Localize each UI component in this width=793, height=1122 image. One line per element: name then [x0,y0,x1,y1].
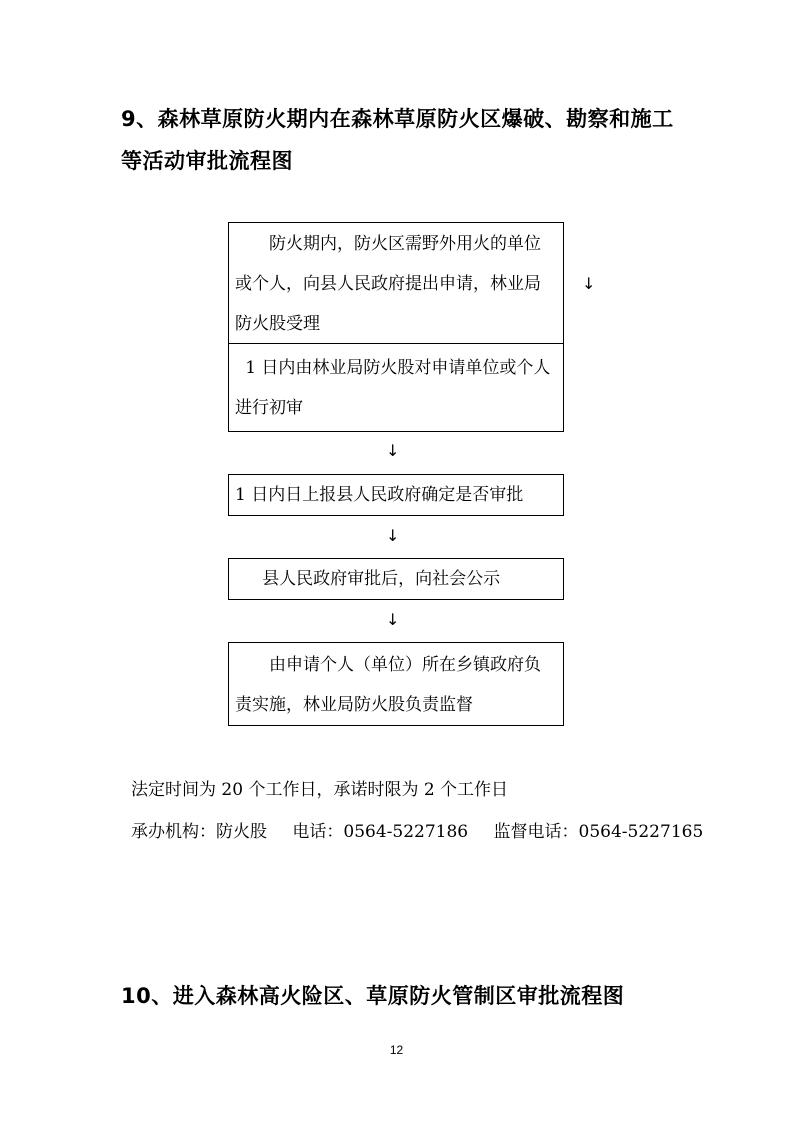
arrow-down-icon: ↓ [386,526,400,545]
flow-step-1 [228,222,564,344]
arrow-down-icon: ↓ [582,274,596,293]
office-text: 承办机构：防火股 [131,822,267,842]
section10-title: 10、进入森林高火险区、草原防火管制区审批流程图 [121,984,625,1008]
flow-step-4-text: 县人民政府审批后，向社会公示 [262,569,501,589]
flow-step-3-text: 1 日内日上报县人民政府确定是否审批 [235,485,524,505]
flow-step-2 [228,344,564,432]
flow-step-3 [228,474,564,516]
contact-line [131,820,703,844]
page-number: 12 [389,1043,404,1057]
arrow-down-icon: ↓ [386,610,400,629]
arrow-down-icon: ↓ [386,441,400,460]
section9-title-line2: 等活动审批流程图 [121,149,293,173]
section9-title-line1: 9、森林草原防火期内在森林草原防火区爆破、勘察和施工 [121,107,674,131]
flow-step-1-text: 防火期内，防火区需野外用火的单位或个人，向县人民政府提出申请，林业局防火股受理 [235,234,541,334]
phone-text: 电话：0564-5227186 [292,822,469,842]
flow-step-5 [228,642,564,726]
flow-step-5-text: 由申请个人（单位）所在乡镇政府负责实施，林业局防火股负责监督 [235,655,541,715]
flow-step-2-text: 1 日内由林业局防火股对申请单位或个人进行初审 [235,358,551,418]
supervision-phone-text: 监督电话：0564-5227165 [493,822,704,842]
flow-step-4 [228,558,564,600]
time-limit-text: 法定时间为 20 个工作日，承诺时限为 2 个工作日 [131,780,509,800]
